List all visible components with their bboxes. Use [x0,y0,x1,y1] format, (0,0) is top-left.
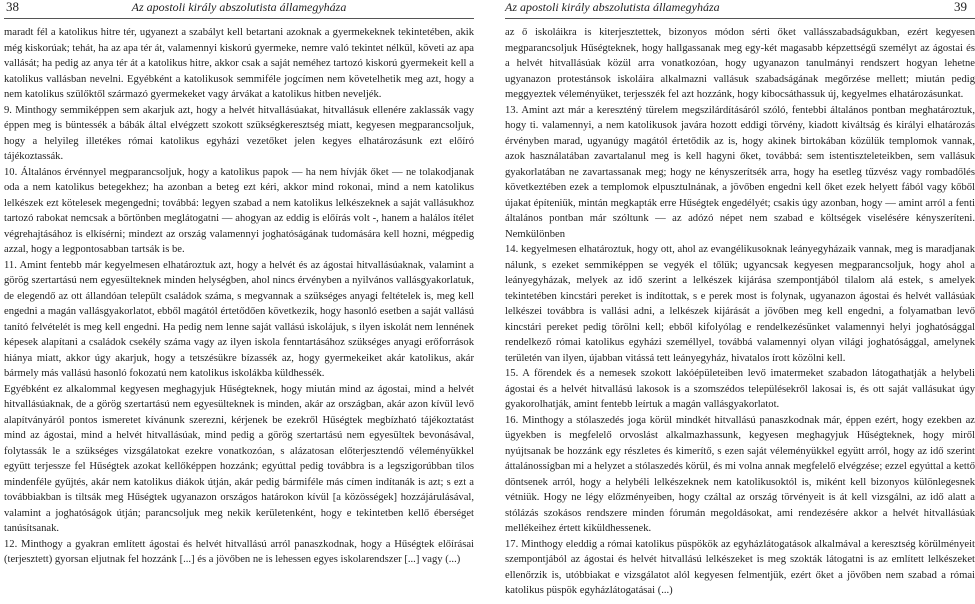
right-running-title: Az apostoli király abszolutista államegyháza [505,0,720,14]
paragraph: maradt fél a katolikus hitre tér, ugyanezt a szabályt kell betartani azoknak a gyermekeknek tekintetében, akik még kiskorúak; tehát, ha az apa tér át, valamennyi kiskorú gyermeke, nemre való tekintet nélkül, követi az apa vallását; ha pedig az anya tér át a katolikus hitre, akkor csak a saját neméhez tartozó kiskorú gyermekeit kell a katolikus vallásban nevelni. Egyébként a katolikusok semmiféle jogcímen nem követelhetik meg azt, hogy a nem katolikus szülőktől származó gyermekeket vagy árvákat a katolikus hitben neveljék. [4,27,474,100]
left-page-body [4,19,474,568]
paragraph: 10. Általános érvénnyel megparancsoljuk, hogy a katolikus papok — ha nem hívják őket — ne tolakodjanak oda a nem katolikus betegekhez; ha azonban a beteg ezt kéri, akkor mind rokonai, mind a nem katolikus lelkészek ezt kötelesek megengedni; továbbá: legyen szabad a nem katolikus lelkészeknek a saját vallásukhoz tartozó rabokat nemcsak a börtönben meglátogatni — ahogyan az eddig is előírás volt -, hanem a halálos ítélet végrehajtásához is elkísérni; mindezt az ország valamennyi joghatóságának tudomására kell hozni, mégpedig azzal, hogy a legpontosabban tartsák is be. [4,166,474,255]
paragraph: 9. Minthogy semmiképpen sem akarjuk azt, hogy a helvét hitvallásúakat, hitvallásuk ellenére zaklassák vagy éppen meg is büntessék a bábák által elvégzett szokott szükségkeresztség miatt, kegyesen megparancsoljuk, hogy a helyileg illetékes római katolikus egyházi vezetőket jelen kegyes elhatározásunk ezt előíró tájékoztassák. [4,104,474,162]
paragraph: 17. Minthogy eleddig a római katolikus püspökök az egyházlátogatások alkalmával a keresztség körülményeit szempontjából az ágostai és helvét hitvallású lelkészeket is meg szokták látogatni is az említett lelkészeket ellenőrzik is, utóbbiakat e vizsgálatot alól kegyesen felmentjük, ezért őket a jövőben nem szabad a római katolikus püspök egyházlátogatásai (...) [505,538,975,596]
right-page [505,0,975,604]
right-page-body [505,19,975,599]
right-page-number: 39 [954,0,967,14]
left-page-header [4,0,474,19]
right-page-header [505,0,975,19]
left-page-number: 38 [6,0,19,14]
paragraph: 13. Amint azt már a kereszténý türelem megszilárdításáról szóló, fentebbi általános pontban meghatároztuk, hogy ti. valamennyi, a nem katolikusok javára hozott eddigi törvény, kiadott kiváltság és királyi elhatározás érvényben marad, ugyanúgy magától értetődik az is, hogy akinek birtokában közülük templomok vannak, azok használatában zavartalanul meg is kell hagyni őket, továbbá: sem istentiszteleteikben, sem vallásuk gyakorlatában ne zavartassanak meg; hogy ne kényszerítsék arra, hogy ha esetleg tűzvész vagy rombadőlés következtében ezek a templomok elpusztulnának, a jövőben engedni kell őket ezek helyett fából vagy kőből újakat építeniük, mintán megkapták erre Hűségtek engedélyét; csakis úgy azonban, hogy — amint arról a fenti általános pontban már szóltunk — az adózó népet nem szabad e költségek viselésére kényszeríteni. Nemkülönben [505,104,975,240]
paragraph: 16. Minthogy a stólaszedés joga körül mindkét hitvallású panaszkodnak már, éppen ezért, hogy ezekben az ügyekben is megfelelő orvoslást alkalmazhassunk, kegyesen meghagyjuk Hűségteknek, hogy miről nyújtsanak be hozzánk egy részletes és kimerítő, s ezen saját véleményükkel együtt arról, hogy az idő szerint áttalánossígban mi a helyzet a stólaszedés körül, és mi volna annak megfelelő elvégzése; ezzel egyúttal a kettő döntsenek arról, hogy a helybéli lelkészeknek nem katolikusoktól is, miként kell bizonyos különlegesnek vétniük. Hogy ne légy előzményeiben, hogy czáltal az ország törvényeit is át kell vizsgálni, az idő alatt a stólázás szokásos rendszere minden fórumán megoldásokat, ami rendezésére akkor a helvét hitvallásúak mellékeihez értett kiküldhessenek. [505,414,975,534]
paragraph: 15. A főrendek és a nemesek szokott lakóépületeiben levő imatermeket szabadon látogathatják a helybeli ágostai és a helvét hitvallású lakosok is a szomszédos településekről lakosai is, és ott saját vallásukat úgy gyakorolhatják, amint fentebb leírtuk a magán vallásgyakorlatot. [505,368,975,410]
left-running-title: Az apostoli király abszolutista államegyháza [131,0,347,14]
paragraph: Egyébként ez alkalommal kegyesen meghagyjuk Hűségteknek, hogy miután mind az ágostai, mind a helvét hitvallásúaknak, de a görög szertartású nem egyesülteknek is minden, akár az országban, akár azon kívül levő alapítványáról pontos ismeretet kívánunk szerezni, kérjenek be ezekről Hűségtek megbízható tájékoztatást mind az ágostai, mind a helvét hitvallásúak, mind pedig a görög szertartású nem egyesültek bevonásával, folytassák le a szükséges vizsgálatokat ezekre vonatkozóan, s alázatosan előterjesztendő véleményükkel együtt terjessze fel Hűségtek azokat kellőképpen hozzánk; egyúttal pedig továbbra is a legszigorúbban tilos mindenféle gyűjtés, akár nem katolikus diákok útján, akár pedig bármiféle más címen indítanák is azt; s ezt a továbbiakban is tiltsák meg Hűségtek ugyanazon országos határokon kívül [a közösségek] hozzájárulásával, valamint a joghatóságok útján; parancsoljuk meg nekik kerületenként, hogy e tekintetben kellő éberséget tanúsítsanak. [4,383,474,534]
paragraph: 12. Minthogy a gyakran említett ágostai és helvét hitvallású arról panaszkodnak, hogy a Hűségtek előírásai (terjesztett) gyorsan eljutnak fel hozzánk [...] és a jövőben ne is lehessen egyes iskolarendszer [...] vagy (...) [4,538,474,565]
paragraph: 14. kegyelmesen elhatároztuk, hogy ott, ahol az evangélikusoknak leányegyházaik vannak, meg is maradjanak nálunk, s ezeket semmiképpen se vegyék el tőlük; ugyancsak kegyesen megparancsoljuk, hogy ahol a leányegyházak, melyek az idő szerint a lelkészek kijárása szempontjából tilalom alá estek, s amelyek tekintetében kincstári pereket is indítottak, s e perek most is folynak, ugyanazon ágostai és helvét vallásúak lelkészei továbbra is vallási adni, a lelkészek kijárását a jövőben meg kell engedni, a folyamatban levő kincstári pereket pedig törölni kell; ebből kifolyólag e rendelkezésünket valamennyi helyi joghatósággal rendelkező római katolikus egyházi személlyel, továbbá valamennyi olyan világi joghatósággal, amelynek területén van ilyen, újabban vitássá tett leányegyház, hivatalos írott közölni kell. [505,244,975,364]
left-page [4,0,474,604]
paragraph: 11. Amint fentebb már kegyelmesen elhatároztuk azt, hogy a helvét és az ágostai hitvallásúaknak, valamint a görög szertartású nem egyesülteknek minden helységben, ahol nincs érvényben a nyilvános vallásgyakorlatuk, de elegendő az ott állandóan települt családok száma, s megvannak a szükséges anyagi feltételek is, meg kell engedni a magán vallásgyakorlatot, ebből magától értetődően következik, hogy hasonló esetben a saját vallású tanító felvételét is meg kell engedni. Ha pedig nem lenne saját vallású iskolájuk, s ilyen iskolát nem lennének képesek alapítani a családok csekély száma vagy az ilyen iskola fenntartásához szükséges anyagi erőforrások hiánya miatt, akkor úgy akarjuk, hogy a tetszésükre bízassék az, hogy gyermekeiket akár katolikus, akár bármely más vallású hasonló fokozatú nem katolikus iskolákba küldhessék. [4,259,474,379]
paragraph: az ő iskoláikra is kiterjesztettek, bizonyos módon sérti őket vallásszabadságukban, ezért kegyesen megparancsoljuk Hűségteknek, hogy hallgassanak meg egy-két magasabb képzettségű személyt az ágostai és a helvét hitvallásúak közül arra vonatkozóan, hogy ugyanazon tanulmányi rendszert hogyan lehetne ugyanazon protestánsok iskoláira alkalmazni vallásuk szabadságának megőrzése mellett; miután pedig meggyeztek véleményüket, terjesszék fel azt hozzánk, hogy kibocsáthassuk új, kegyelmes elhatározásunkat. [505,27,975,100]
